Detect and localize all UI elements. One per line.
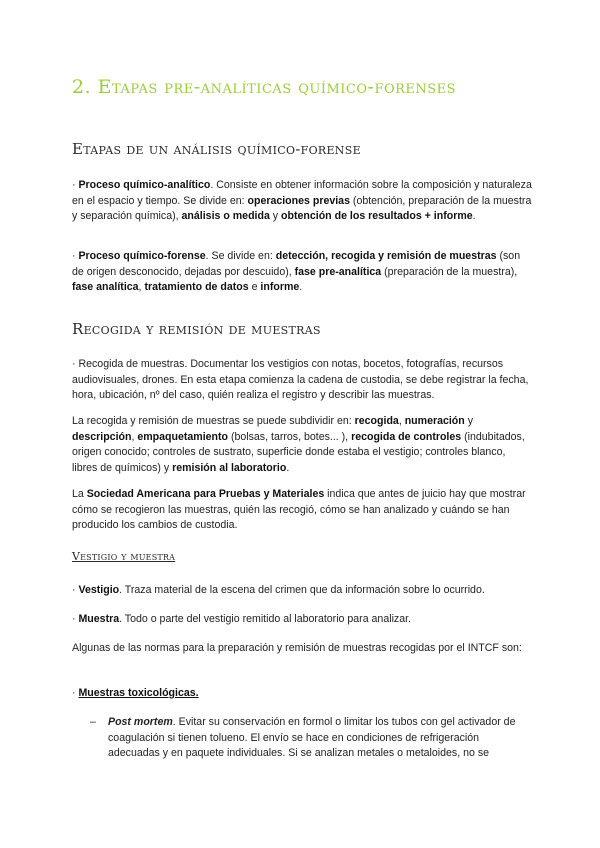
- term: operaciones previas: [247, 194, 350, 207]
- bullet: ·: [72, 179, 79, 191]
- text: (indubitados, origen conocido; controles de sustrato, superficie donde estaba el vestigio; controles blanco, libres de químicos) y: [72, 430, 525, 474]
- term: Proceso químico-forense: [78, 250, 206, 262]
- text: . Se divide en:: [205, 250, 276, 262]
- paragraph-muestra: [72, 612, 532, 628]
- text: (bolsas, tarros, botes... ),: [228, 430, 352, 443]
- term: obtención de los resultados + informe: [281, 210, 473, 222]
- text: . Consiste en obtener información sobre la composición y naturaleza en el espacio y tiempo. Se divide en:: [72, 179, 532, 207]
- term: fase pre-analítica: [294, 265, 382, 278]
- bullet: ·: [72, 613, 79, 625]
- bullet: ·: [72, 687, 79, 699]
- text: ,: [398, 415, 405, 427]
- text: La: [72, 488, 87, 500]
- text: . Traza material de la escena del crimen que da información sobre lo ocurrido.: [119, 584, 485, 596]
- text: indica que antes de juicio hay que mostrar cómo se recogieron las muestras, quién las recogió, cómo se han analizado y cuándo se han producido los cambios de custodia.: [72, 488, 526, 531]
- term: Sociedad Americana para Pruebas y Materiales: [86, 488, 325, 500]
- text: ,: [131, 430, 138, 443]
- text: . Evitar su conservación en formol o limitar los tubos con gel activador de coagulación si tienen tolueno. El envío se hace en condiciones de refrigeración adecuadas y en paquete individuales. Si se analizan metales o metaloides, no se: [108, 716, 516, 759]
- term: detección, recogida y remisión de muestras: [275, 250, 497, 262]
- text: .: [299, 281, 303, 293]
- subsection-heading-vestigio-muestra: Vestigio y muestra: [72, 550, 176, 563]
- text: y: [269, 210, 282, 222]
- term: Muestras toxicológicas.: [78, 687, 199, 699]
- paragraph-proceso-quimico-analitico: [72, 178, 532, 225]
- section-heading-etapas: Etapas de un análisis químico-forense: [72, 140, 361, 158]
- paragraph-normas-intcf: Algunas de las normas para la preparación y remisión de muestras recogidas por el INTCF son:: [72, 642, 522, 654]
- page-title: 2. Etapas pre-analíticas químico-forenses: [72, 76, 457, 98]
- paragraph-vestigio: [72, 583, 532, 599]
- term: fase analítica: [72, 281, 139, 293]
- text: .: [472, 210, 476, 222]
- term: Post mortem: [108, 716, 173, 728]
- paragraph-recogida-de-muestras: · Recogida de muestras. Documentar los vestigios con notas, bocetos, fotografías, recursos audiovisuales, drones. En esta etapa comienza la cadena de custodia, se debe registrar la fecha, hora, ubicación, nº del caso, quién realiza el registro y describir las muestras.: [72, 358, 529, 401]
- term: Vestigio: [78, 584, 120, 596]
- list-item-post-mortem: [108, 715, 518, 762]
- term: recogida de controles: [351, 430, 462, 443]
- text: (preparación de la muestra),: [381, 265, 518, 278]
- paragraph-subdivision: [72, 414, 532, 476]
- term: numeración: [404, 415, 465, 427]
- text: . Todo o parte del vestigio remitido al laboratorio para analizar.: [119, 613, 412, 625]
- text: La recogida y remisión de muestras se puede subdividir en:: [72, 415, 355, 427]
- text: e: [248, 281, 261, 293]
- section-heading-recogida: Recogida y remisión de muestras: [72, 320, 321, 338]
- term: empaquetamiento: [137, 430, 229, 443]
- text: y: [464, 415, 473, 427]
- term: informe: [260, 281, 300, 293]
- paragraph-proceso-quimico-forense: [72, 249, 532, 296]
- text: (son de origen desconocido, dejadas por descuido),: [72, 250, 521, 278]
- paragraph-sociedad-americana: [72, 487, 532, 534]
- text: ,: [138, 281, 145, 293]
- paragraph-muestras-toxicologicas: [72, 686, 532, 702]
- bullet: ·: [72, 584, 79, 596]
- term: Proceso químico-analítico: [78, 179, 211, 191]
- term: recogida: [354, 415, 399, 427]
- text: (obtención, preparación de la muestra y separación química),: [72, 194, 532, 222]
- term: tratamiento de datos: [144, 281, 249, 293]
- term: Muestra: [78, 613, 120, 625]
- text: .: [286, 461, 290, 474]
- list-dash: –: [90, 716, 96, 728]
- term: análisis o medida: [181, 210, 270, 222]
- bullet: ·: [72, 250, 79, 262]
- term: remisión al laboratorio: [172, 461, 287, 474]
- term: descripción: [72, 430, 132, 443]
